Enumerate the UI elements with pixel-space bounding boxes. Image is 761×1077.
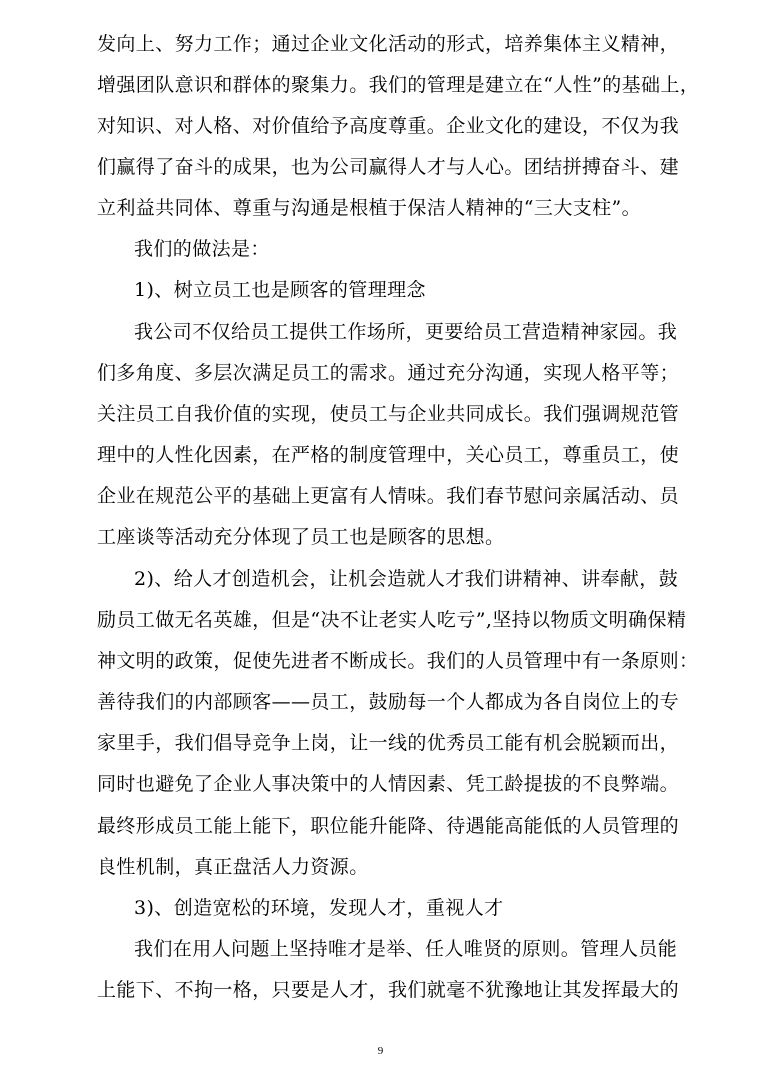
section-heading: 3)、创造宽松的环境，发现人才，重视人才	[134, 897, 504, 919]
text-line: 对知识、对人格、对价值给予高度尊重。企业文化的建设，不仅为我	[97, 115, 680, 137]
text-line: 最终形成员工能上能下，职位能升能降、待遇能高能低的人员管理的	[97, 815, 680, 837]
text-line: 我们的做法是：	[134, 238, 270, 260]
text-line: 们多角度、多层次满足员工的需求。通过充分沟通，实现人格平等；	[97, 362, 680, 384]
text-line: 我们在用人问题上坚持唯才是举、任人唯贤的原则。管理人员能	[134, 938, 678, 960]
text-line: 善待我们的内部顾客——员工，鼓励每一个人都成为各自岗位上的专	[97, 691, 680, 713]
text-line: 关注员工自我价值的实现，使员工与企业共同成长。我们强调规范管	[97, 403, 680, 425]
text-line: 良性机制，真正盘活人力资源。	[97, 856, 369, 878]
text-line: 同时也避免了企业人事决策中的人情因素、凭工龄提拔的不良弊端。	[97, 773, 680, 795]
text-line: 增强团队意识和群体的聚集力。我们的管理是建立在“人性”的基础上，	[97, 74, 700, 96]
text-line: 企业在规范公平的基础上更富有人情味。我们春节慰问亲属活动、员	[97, 485, 680, 507]
text-line: 理中的人性化因素，在严格的制度管理中，关心员工，尊重员工，使	[97, 444, 680, 466]
text-line: 上能下、不拘一格，只要是人才，我们就毫不犹豫地让其发挥最大的	[97, 979, 680, 1001]
text-line: 工座谈等活动充分体现了员工也是顾客的思想。	[97, 526, 505, 548]
text-line: 发向上、努力工作；通过企业文化活动的形式，培养集体主义精神，	[97, 33, 680, 55]
text-line: 我公司不仅给员工提供工作场所，更要给员工营造精神家园。我	[134, 321, 678, 343]
text-line: 神文明的政策，促使先进者不断成长。我们的人员管理中有一条原则：	[97, 650, 699, 672]
text-line: 家里手，我们倡导竞争上岗，让一线的优秀员工能有机会脱颖而出，	[97, 732, 680, 754]
text-line: 们赢得了奋斗的成果，也为公司赢得人才与人心。团结拼搏奋斗、建	[97, 156, 680, 178]
section-heading: 2)、给人才创造机会，让机会造就人才我们讲精神、讲奉献，鼓	[134, 568, 679, 590]
page-number: 9	[377, 1045, 384, 1057]
text-line: 立利益共同体、尊重与沟通是根植于保洁人精神的“三大支柱”。	[97, 197, 642, 219]
section-heading: 1)、树立员工也是顾客的管理理念	[134, 279, 426, 301]
text-line: 励员工做无名英雄，但是“决不让老实人吃亏”,坚持以物质文明确保精	[97, 609, 687, 631]
